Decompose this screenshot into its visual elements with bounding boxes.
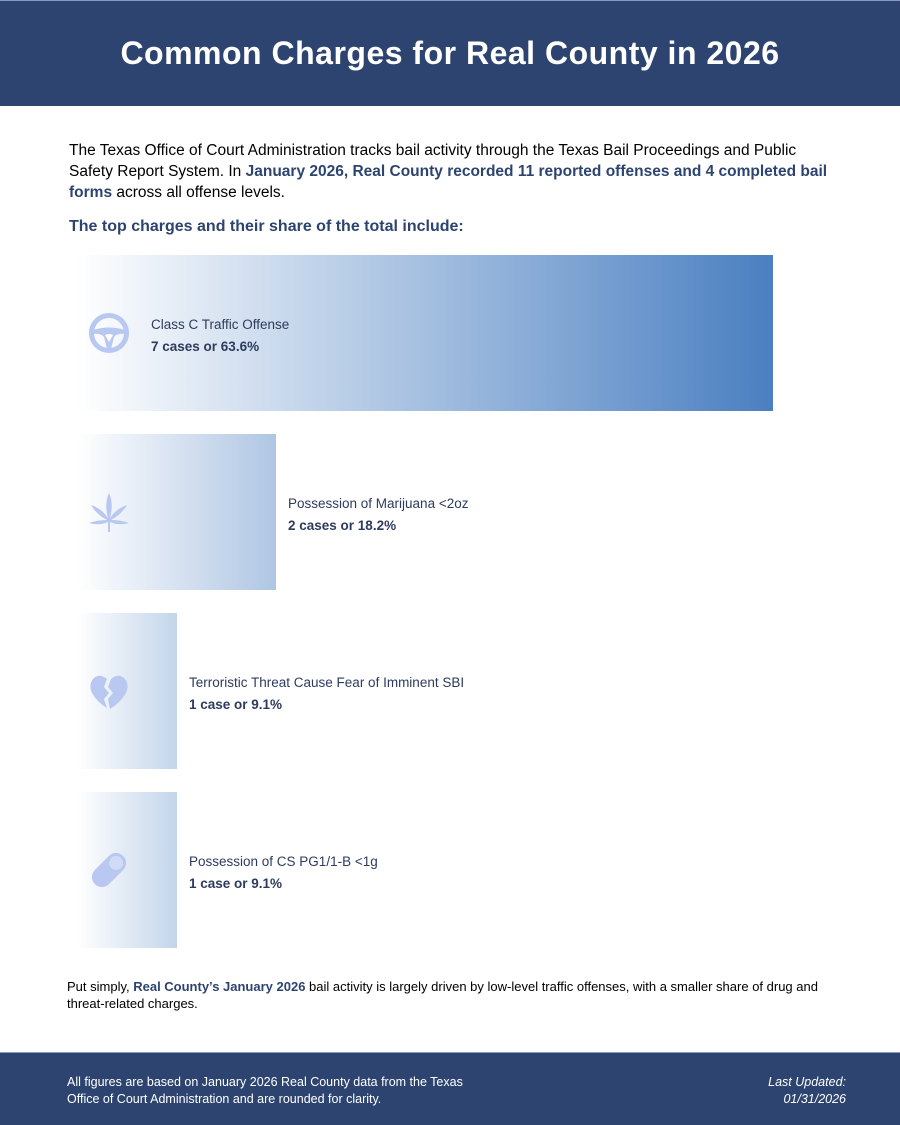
footer-note: All figures are based on January 2026 Real County data from the Texas Office of Court Administration and are rounded for clarity.: [67, 1075, 463, 1106]
chart-subheading: The top charges and their share of the total include:: [69, 218, 464, 235]
chart-row: [77, 255, 877, 411]
chart-row: [77, 792, 877, 948]
intro-text-2: across all offense levels.: [112, 184, 285, 201]
last-updated: [768, 1074, 846, 1108]
page-title: Common Charges for Real County in 2026: [120, 35, 780, 71]
page-footer: [0, 1052, 900, 1125]
summary-highlight: Real County’s January 2026: [133, 979, 306, 994]
bar-value-label: 2 cases or 18.2%: [288, 518, 397, 533]
broken-heart-icon: [87, 669, 131, 713]
bar-value-label: 1 case or 9.1%: [189, 876, 283, 891]
pill-icon: [87, 848, 131, 892]
chart-row: [77, 613, 877, 769]
intro-highlight: January 2026, Real County recorded 11 reported offenses and 4 completed bail forms: [69, 163, 828, 201]
bar-category-label: Class C Traffic Offense: [151, 317, 290, 332]
cannabis-leaf-icon: [87, 490, 131, 534]
bar-value-label: 1 case or 9.1%: [189, 697, 283, 712]
summary-text-1: Put simply,: [67, 979, 134, 994]
intro-text-1: The Texas Office of Court Administration tracks bail activity through the Texas Bail Proceedings and Public Safety Report System. In: [69, 142, 797, 180]
chart-row: [77, 434, 877, 590]
intro-paragraph: [69, 140, 839, 203]
summary-paragraph: [67, 978, 847, 1012]
chart-bar: [77, 255, 773, 411]
bar-value-label: 7 cases or 63.6%: [151, 339, 260, 354]
last-updated-date: 01/31/2026: [783, 1092, 846, 1106]
summary-text-2: bail activity is largely driven by low-level traffic offenses, with a smaller share of drug and threat-related charges.: [67, 979, 818, 1011]
page-header: [0, 0, 900, 106]
last-updated-label: Last Updated:: [768, 1075, 846, 1089]
bar-category-label: Possession of CS PG1/1-B <1g: [189, 854, 378, 869]
bar-category-label: Possession of Marijuana <2oz: [288, 496, 469, 511]
bar-category-label: Terroristic Threat Cause Fear of Imminent SBI: [189, 675, 465, 690]
steering-wheel-icon: [87, 311, 131, 355]
